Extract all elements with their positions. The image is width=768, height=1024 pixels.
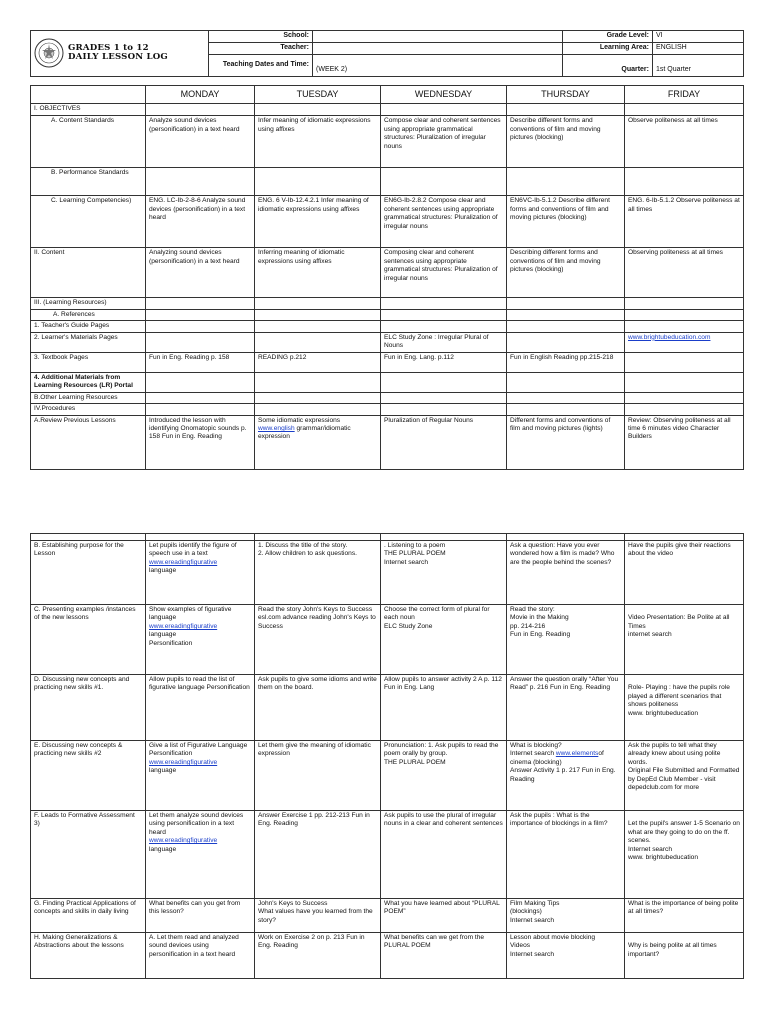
cell-friday[interactable]: Observing politeness at all times — [625, 248, 744, 298]
cell-wednesday[interactable]: Pronunciation: 1. Ask pupils to read the poem orally by group. THE PLURAL POEM — [381, 741, 507, 811]
table-row — [31, 605, 744, 675]
table-row — [31, 811, 744, 899]
resource-link[interactable]: www.brightubeducation.com — [628, 333, 711, 341]
row-label: A.Review Previous Lessons — [31, 415, 146, 469]
cell-text: language — [149, 767, 177, 775]
procedures-table — [30, 533, 744, 979]
objectives-table — [30, 85, 744, 470]
cell-monday[interactable] — [146, 541, 255, 605]
row-label: B.Other Learning Resources — [31, 392, 146, 403]
day-monday: MONDAY — [146, 85, 255, 104]
cell-text: Let them analyze sound devices using personification in a text heard — [149, 812, 244, 836]
cell-text: language Personification — [149, 631, 193, 647]
cell-text: language — [149, 845, 177, 853]
cell-wednesday[interactable] — [381, 372, 507, 392]
teacher-label: Teacher: — [209, 42, 313, 54]
cell-monday[interactable] — [146, 605, 255, 675]
resource-link[interactable]: www.ereadingfigurative — [149, 837, 218, 845]
cell-tuesday[interactable] — [255, 404, 381, 415]
cell-monday[interactable]: What benefits can you get from this lesson? — [146, 899, 255, 933]
table-row — [31, 404, 744, 415]
cell-friday[interactable]: Let the pupil's answer 1-5 Scenario on what are they going to do on the ff. scenes. Internet search www. brightubeducation — [625, 811, 744, 899]
cell-monday[interactable]: Allow pupils to read the list of figurative language Personification — [146, 675, 255, 741]
cell-tuesday[interactable]: John's Keys to Success What values have you learned from the story? — [255, 899, 381, 933]
row-label: D. Discussing new concepts and practicing new skills #1. — [31, 675, 146, 741]
cell-thursday[interactable] — [507, 321, 625, 332]
table-row — [31, 168, 744, 196]
cell-tuesday[interactable]: 1. Discuss the title of the story. 2. Allow children to ask questions. — [255, 541, 381, 605]
day-header-row — [31, 85, 744, 104]
cell-thursday[interactable] — [507, 168, 625, 196]
cell-tuesday[interactable]: ENG. 6 V-Ib-12.4.2.1 Infer meaning of idiomatic expressions using affixes — [255, 196, 381, 248]
resource-link[interactable]: www.english — [258, 425, 295, 433]
resource-link[interactable]: www.ereadingfigurative — [149, 758, 218, 766]
cell-wednesday[interactable]: Allow pupils to answer activity 2 A p. 112 Fun in Eng. Lang — [381, 675, 507, 741]
cell-text: grammar/idiomatic expression — [258, 425, 351, 441]
cell-monday[interactable]: Introduced the lesson with identifying Onomatopic sounds p. 158 Fun in Eng. Reading — [146, 415, 255, 469]
cell-wednesday[interactable]: Compose clear and coherent sentences using appropriate grammatical structures: Pluralization of irregular nouns — [381, 116, 507, 168]
resource-link[interactable]: www.ereadingfigurative — [149, 622, 218, 630]
school-label: School: — [209, 31, 313, 43]
row-label: E. Discussing new concepts & practicing new skills #2 — [31, 741, 146, 811]
row-label: G. Finding Practical Applications of concepts and skills in daily living — [31, 899, 146, 933]
grade-level-label: Grade Level: — [563, 31, 653, 43]
cell-text: What is blocking? Internet search — [510, 742, 562, 758]
row-label: 3. Textbook Pages — [31, 352, 146, 372]
teacher-field[interactable] — [313, 42, 563, 54]
cell-wednesday[interactable]: What benefits can we get from the PLURAL POEM — [381, 933, 507, 979]
cell-wednesday[interactable] — [381, 404, 507, 415]
cell-friday[interactable] — [625, 352, 744, 372]
cell-thursday[interactable] — [507, 404, 625, 415]
cell-monday[interactable] — [146, 104, 255, 116]
table-row — [31, 741, 744, 811]
cell-thursday[interactable] — [507, 104, 625, 116]
resource-link[interactable]: www.elements — [555, 750, 599, 758]
resource-link[interactable]: www.ereadingfigurative — [149, 558, 218, 566]
cell-thursday[interactable] — [507, 392, 625, 403]
table-row — [31, 372, 744, 392]
learning-area-label: Learning Area: — [563, 42, 653, 54]
learning-area-value[interactable]: ENGLISH — [653, 42, 744, 54]
cell-wednesday[interactable]: Fun in Eng. Lang. p.112 — [381, 352, 507, 372]
cell-tuesday[interactable] — [255, 321, 381, 332]
cell-friday[interactable]: Role- Playing : have the pupils role played a different scenarios that shows politeness www. brightubeducation — [625, 675, 744, 741]
table-row — [31, 541, 744, 605]
cell-friday[interactable] — [625, 404, 744, 415]
quarter-text: 1st Quarter — [656, 65, 692, 73]
table-row — [31, 675, 744, 741]
day-tuesday: TUESDAY — [255, 85, 381, 104]
cell-monday[interactable]: A. Let them read and analyzed sound devices using personification in a text heard — [146, 933, 255, 979]
teaching-dates-label: Teaching Dates and Time: — [209, 54, 313, 76]
table-row — [31, 332, 744, 352]
day-thursday: THURSDAY — [507, 85, 625, 104]
row-label: F. Leads to Formative Assessment 3) — [31, 811, 146, 899]
row-label: C. Presenting examples /instances of the new lessons — [31, 605, 146, 675]
cell-wednesday[interactable]: Ask pupils to use the plural of irregular nouns in a clear and coherent sentences — [381, 811, 507, 899]
cell-monday[interactable] — [146, 332, 255, 352]
deped-seal-icon — [34, 38, 64, 68]
cell-wednesday[interactable] — [381, 104, 507, 116]
grade-level-value[interactable]: VI — [653, 31, 744, 43]
cell-friday[interactable] — [625, 332, 744, 352]
cell-tuesday[interactable]: Work on Exercise 2 on p. 213 Fun in Eng. Reading — [255, 933, 381, 979]
cell-monday[interactable]: ENG. LC-Ib-2-8-6 Analyze sound devices (personification) in a text heard — [146, 196, 255, 248]
cell-monday[interactable]: Fun in Eng. Reading p. 158 — [146, 352, 255, 372]
cell-monday[interactable]: Analyzing sound devices (personification) in a text heard — [146, 248, 255, 298]
header-table — [30, 30, 744, 77]
cell-wednesday[interactable]: What you have learned about “PLURAL POEM” — [381, 899, 507, 933]
cell-text: language — [149, 567, 177, 575]
cell-thursday[interactable] — [507, 309, 625, 320]
cell-friday[interactable]: Review: Observing politeness at all time 6 minutes video Character Builders — [625, 415, 744, 469]
table-row — [31, 321, 744, 332]
teaching-dates-value[interactable]: (WEEK 2) — [313, 54, 563, 76]
table-row — [31, 415, 744, 469]
cell-wednesday[interactable] — [381, 298, 507, 309]
cell-friday[interactable] — [625, 104, 744, 116]
lesson-log-page-2 — [30, 533, 743, 979]
cell-thursday[interactable]: Ask a question: Have you ever wondered how a film is made? Who are the people behind the scenes? — [507, 541, 625, 605]
cell-thursday[interactable]: Film Making Tips (blockings) Internet search — [507, 899, 625, 933]
cell-wednesday[interactable]: ELC Study Zone : Irregular Plural of Nouns — [381, 332, 507, 352]
logo-cell — [31, 31, 209, 77]
cell-tuesday[interactable] — [255, 392, 381, 403]
cell-friday[interactable]: Ask the pupils to tell what they already knew about using polite words. Original File Submitted and Formatted by DepEd Club Member - visit depedclub.com for more — [625, 741, 744, 811]
cell-tuesday[interactable] — [255, 309, 381, 320]
cell-tuesday[interactable]: Read the story John's Keys to Success esl.com advance reading John's Keys to Success — [255, 605, 381, 675]
table-row — [31, 196, 744, 248]
table-row — [31, 933, 744, 979]
cell-wednesday[interactable]: Composing clear and coherent sentences using appropriate grammatical structures: Pluralization of irregular nouns — [381, 248, 507, 298]
cell-tuesday[interactable] — [255, 372, 381, 392]
cell-thursday[interactable]: Describe different forms and conventions of film and moving pictures (blocking) — [507, 116, 625, 168]
quarter-label: Quarter: — [563, 54, 653, 76]
row-label: A. Content Standards — [31, 116, 146, 168]
table-row — [31, 899, 744, 933]
day-header-blank — [31, 85, 146, 104]
cell-thursday[interactable]: Different forms and conventions of film and moving pictures (lights) — [507, 415, 625, 469]
cell-tuesday[interactable] — [255, 332, 381, 352]
cell-tuesday[interactable]: Ask pupils to give some idioms and write them on the board. — [255, 675, 381, 741]
cell-friday[interactable] — [625, 168, 744, 196]
cell-thursday[interactable]: Ask the pupils : What is the importance of blockings in a film? — [507, 811, 625, 899]
cell-wednesday[interactable] — [381, 168, 507, 196]
cell-wednesday[interactable]: Choose the correct form of plural for each noun ELC Study Zone — [381, 605, 507, 675]
cell-monday[interactable]: Analyze sound devices (personification) in a text heard — [146, 116, 255, 168]
cell-tuesday[interactable] — [255, 168, 381, 196]
blank-row — [31, 534, 744, 541]
table-row — [31, 116, 744, 168]
row-label: II. Content — [31, 248, 146, 298]
cell-monday[interactable] — [146, 168, 255, 196]
day-wednesday: WEDNESDAY — [381, 85, 507, 104]
cell-monday[interactable] — [146, 309, 255, 320]
cell-wednesday[interactable] — [381, 321, 507, 332]
table-row — [31, 248, 744, 298]
table-row — [31, 298, 744, 309]
cell-tuesday[interactable] — [255, 298, 381, 309]
school-field[interactable] — [313, 31, 563, 43]
cell-monday[interactable] — [146, 404, 255, 415]
row-label: IV.Procedures — [31, 404, 146, 415]
cell-text: of cinema (blocking) Answer Activity 1 p. 217 Fun in Eng. Reading — [510, 750, 616, 783]
cell-monday[interactable] — [146, 392, 255, 403]
cell-monday[interactable] — [146, 298, 255, 309]
cell-tuesday[interactable]: READING p.212 — [255, 352, 381, 372]
cell-tuesday[interactable] — [255, 415, 381, 469]
cell-wednesday[interactable] — [381, 392, 507, 403]
cell-wednesday[interactable] — [381, 309, 507, 320]
cell-friday[interactable] — [625, 372, 744, 392]
row-label: B. Performance Standards — [31, 168, 146, 196]
cell-text: Some idiomatic expressions — [258, 416, 341, 424]
quarter-value[interactable] — [653, 54, 744, 76]
cell-tuesday[interactable]: Answer Exercise 1 pp. 212-213 Fun in Eng. Reading — [255, 811, 381, 899]
cell-text: Give a list of Figurative Language Personification — [149, 742, 248, 758]
cell-tuesday[interactable]: Infer meaning of idiomatic expressions using affixes — [255, 116, 381, 168]
table-row — [31, 309, 744, 320]
cell-friday[interactable]: ENG. 6-Ib-5.1.2 Observe politeness at all times — [625, 196, 744, 248]
cell-thursday[interactable] — [507, 332, 625, 352]
cell-monday[interactable] — [146, 321, 255, 332]
row-label: III. (Learning Resources) — [31, 298, 146, 309]
cell-thursday[interactable] — [507, 741, 625, 811]
cell-wednesday[interactable]: EN6G-Ib-2.8.2 Compose clear and coherent sentences using appropriate grammatical structures: Pluralization of irregular nouns — [381, 196, 507, 248]
cell-friday[interactable] — [625, 392, 744, 403]
cell-thursday[interactable]: Fun in English Reading pp.215-218 — [507, 352, 625, 372]
cell-monday[interactable] — [146, 811, 255, 899]
row-label: I. OBJECTIVES — [31, 104, 146, 116]
row-label: A. References — [31, 309, 146, 320]
cell-thursday[interactable] — [507, 298, 625, 309]
table-row — [31, 392, 744, 403]
cell-wednesday[interactable]: Pluralization of Regular Nouns — [381, 415, 507, 469]
cell-tuesday[interactable]: Inferring meaning of idiomatic expressions using affixes — [255, 248, 381, 298]
row-label: 1. Teacher's Guide Pages — [31, 321, 146, 332]
cell-thursday[interactable] — [507, 372, 625, 392]
cell-thursday[interactable]: Answer the question orally “After You Read” p. 216 Fun in Eng. Reading — [507, 675, 625, 741]
row-label: C. Learning Competencies) — [31, 196, 146, 248]
row-label: 2. Learner's Materials Pages — [31, 332, 146, 352]
cell-text: Let pupils identify the figure of speech use in a text — [149, 542, 237, 558]
cell-friday[interactable]: Observe politeness at all times — [625, 116, 744, 168]
brand-line2: DAILY LESSON LOG — [68, 52, 168, 63]
day-friday: FRIDAY — [625, 85, 744, 104]
row-label: H. Making Generalizations & Abstractions about the lessons — [31, 933, 146, 979]
cell-monday[interactable] — [146, 372, 255, 392]
cell-friday[interactable] — [625, 321, 744, 332]
cell-wednesday[interactable]: . Listening to a poem THE PLURAL POEM Internet search — [381, 541, 507, 605]
cell-friday[interactable] — [625, 298, 744, 309]
cell-thursday[interactable]: Describing different forms and conventions of film and moving pictures (blocking) — [507, 248, 625, 298]
cell-friday[interactable]: What is the importance of being polite at all times? — [625, 899, 744, 933]
row-label: B. Establishing purpose for the Lesson — [31, 541, 146, 605]
cell-thursday[interactable]: Lesson about movie blocking Videos Internet search — [507, 933, 625, 979]
table-row — [31, 104, 744, 116]
brand-line1: GRADES 1 to 12 — [68, 42, 149, 53]
cell-friday[interactable]: Why is being polite at all times important? — [625, 933, 744, 979]
cell-text: Show examples of figurative language — [149, 606, 232, 622]
cell-tuesday[interactable] — [255, 104, 381, 116]
cell-friday[interactable] — [625, 309, 744, 320]
cell-thursday[interactable]: EN6VC-Ib-5.1.2 Describe different forms and conventions of film and moving pictures (blocking) — [507, 196, 625, 248]
table-row — [31, 352, 744, 372]
cell-friday[interactable]: Have the pupils give their reactions about the video — [625, 541, 744, 605]
cell-friday[interactable]: Video Presentation: Be Polite at all Times internet search — [625, 605, 744, 675]
cell-tuesday[interactable]: Let them give the meaning of idiomatic expression — [255, 741, 381, 811]
row-label: 4. Additional Materials from Learning Resources (LR) Portal — [31, 372, 146, 392]
cell-monday[interactable] — [146, 741, 255, 811]
lesson-log-page-1 — [30, 30, 743, 470]
cell-thursday[interactable]: Read the story: Movie in the Making pp. 214-216 Fun in Eng. Reading — [507, 605, 625, 675]
